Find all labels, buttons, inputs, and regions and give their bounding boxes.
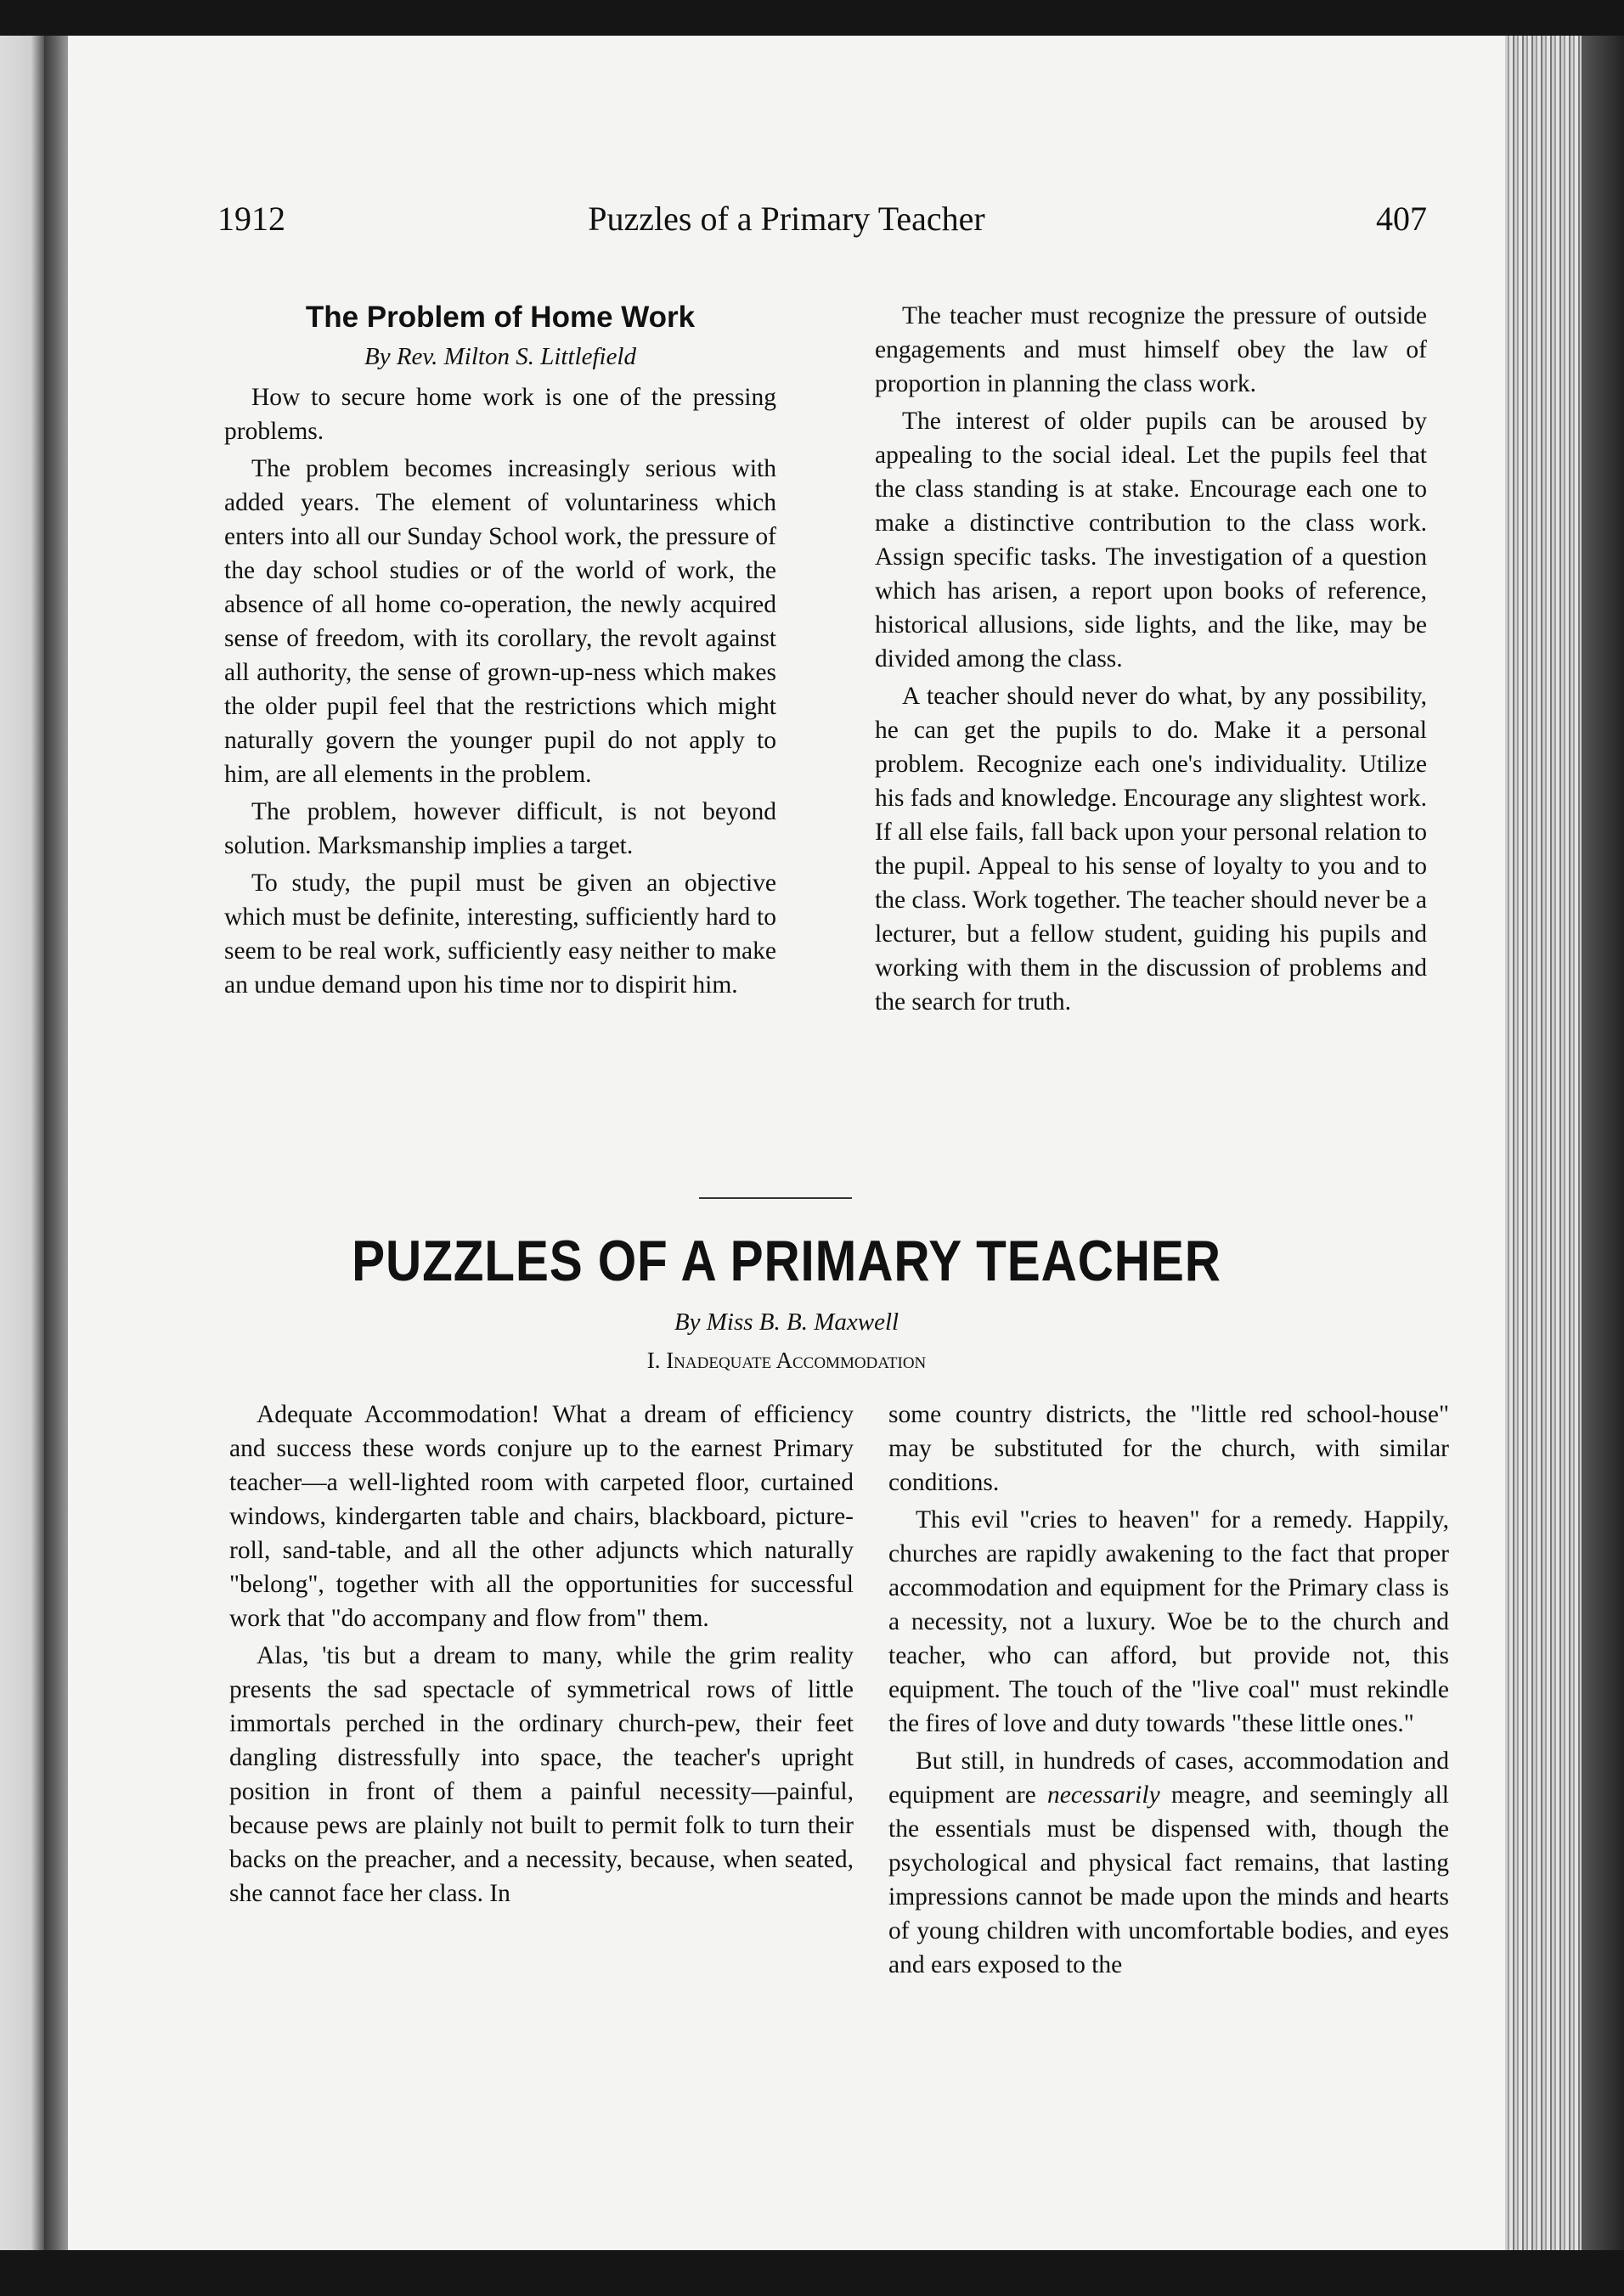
left-page-edge bbox=[0, 36, 44, 2250]
page-stack-shadow bbox=[1582, 36, 1624, 2250]
article2-title: PUZZLES OF A PRIMARY TEACHER bbox=[352, 1229, 1221, 1293]
running-head-title: Puzzles of a Primary Teacher bbox=[588, 200, 985, 238]
article1-paragraph: To study, the pupil must be given an objective which must be definite, interesting, sufficiently hard to seem to be real work, sufficiently easy neither to make an undue demand upon his time nor to dispirit him. bbox=[224, 869, 776, 999]
page-number: 407 bbox=[1376, 200, 1427, 238]
article2-paragraph: This evil "cries to heaven" for a remedy. Happily, churches are rapidly awakening to the fact that proper accommodation and equipment for the Primary class is a necessity, not a luxury. Woe be to the church and teacher, who can afford, but provide not, this equipment. The touch of the "live coal" must rekindle the fires of love and duty towards "these little ones." bbox=[888, 1506, 1449, 1737]
book-page bbox=[68, 36, 1505, 2250]
article2-text: But still, in hundreds of cases, accommodation and equipment are bbox=[888, 1747, 1449, 1809]
article1-paragraph: How to secure home work is one of the pressing problems. bbox=[224, 384, 776, 445]
article2-section-heading: I. Inadequate Accommodation bbox=[646, 1348, 927, 1373]
article1-paragraph: The problem, however difficult, is not beyond solution. Marksmanship implies a target. bbox=[224, 798, 776, 859]
article1-paragraph: The interest of older pupils can be aroused by appealing to the social ideal. Let the pupils feel that the class standing is at stake. Encourage each one to make a distinctive contribution to the class work. Assign specific tasks. The investigation of a question which has arisen, a report upon books of reference, historical allusions, side lights, and the like, may be divided among the class. bbox=[875, 408, 1427, 672]
article2-text: meagre, and seemingly all the essentials must be dispensed with, though the psychological and physical fact remains, that lasting impressions cannot be made upon the minds and hearts of young children with uncomfortable bodies, and eyes and ears exposed to the bbox=[888, 1781, 1449, 1978]
scan-bottom-border bbox=[0, 2250, 1624, 2296]
article2-paragraph: Alas, 'tis but a dream to many, while the grim reality presents the sad spectacle of symmetrical rows of little immortals perched in the ordinary church-pew, their feet dangling distressfully into space, the teacher's upright position in front of them a painful necessity—painful, because pews are plainly not built to permit folk to turn their backs on the preacher, and a necessity, because, when seated, she cannot face her class. In bbox=[229, 1642, 854, 1907]
article1-title: The Problem of Home Work bbox=[305, 301, 696, 334]
section-divider-rule bbox=[699, 1197, 852, 1199]
article1-paragraph: A teacher should never do what, by any possibility, he can get the pupils to do. Make it a personal problem. Recognize each one's individuality. Utilize his fads and knowledge. Encourage any slightest work. If all else fails, fall back upon your personal relation to the pupil. Appeal to his sense of loyalty to you and to the class. Work together. The teacher should never be a lecturer, but a fellow student, guiding his pupils and working with them in the discussion of problems and the search for truth. bbox=[875, 683, 1427, 1016]
article2-byline: By Miss B. B. Maxwell bbox=[674, 1308, 899, 1336]
article2-paragraph: Adequate Accommodation! What a dream of efficiency and success these words conjure up to the earnest Primary teacher—a well-lighted room with carpeted floor, curtained windows, kindergarten table and chairs, blackboard, picture-roll, sand-table, and all the other adjuncts which naturally "belong", together with all the opportunities for successful work that "do accompany and flow from" them. bbox=[229, 1401, 854, 1632]
article2-continuation: some country districts, the "little red school-house" may be substituted for the church, with similar conditions. bbox=[888, 1401, 1449, 1496]
article1-right-column bbox=[807, 299, 1432, 1019]
running-head-year: 1912 bbox=[217, 200, 285, 238]
scan-top-border bbox=[0, 0, 1624, 36]
article1-paragraph: The teacher must recognize the pressure of outside engagements and must himself obey the law of proportion in planning the class work. bbox=[875, 302, 1427, 397]
running-head bbox=[68, 199, 1505, 250]
article2-emphasis: necessarily bbox=[1046, 1781, 1160, 1809]
article2-paragraph bbox=[888, 1744, 1449, 1982]
article1-byline: By Rev. Milton S. Littlefield bbox=[364, 343, 636, 370]
article1-paragraph: The problem becomes increasingly serious with added years. The element of voluntariness which enters into all our Sunday School work, the pressure of the day school studies or of the world of work, the absence of all home co-operation, the newly acquired sense of freedom, with its corollary, the revolt against all authority, the sense of grown-up-ness which makes the older pupil feel that the restrictions which might naturally govern the younger pupil do not apply to him, are all elements in the problem. bbox=[224, 455, 776, 788]
book-gutter bbox=[44, 36, 68, 2250]
article1-left-column bbox=[224, 299, 844, 1002]
article2-right-column bbox=[888, 1398, 1449, 1982]
article2-left-column bbox=[229, 1398, 854, 1911]
